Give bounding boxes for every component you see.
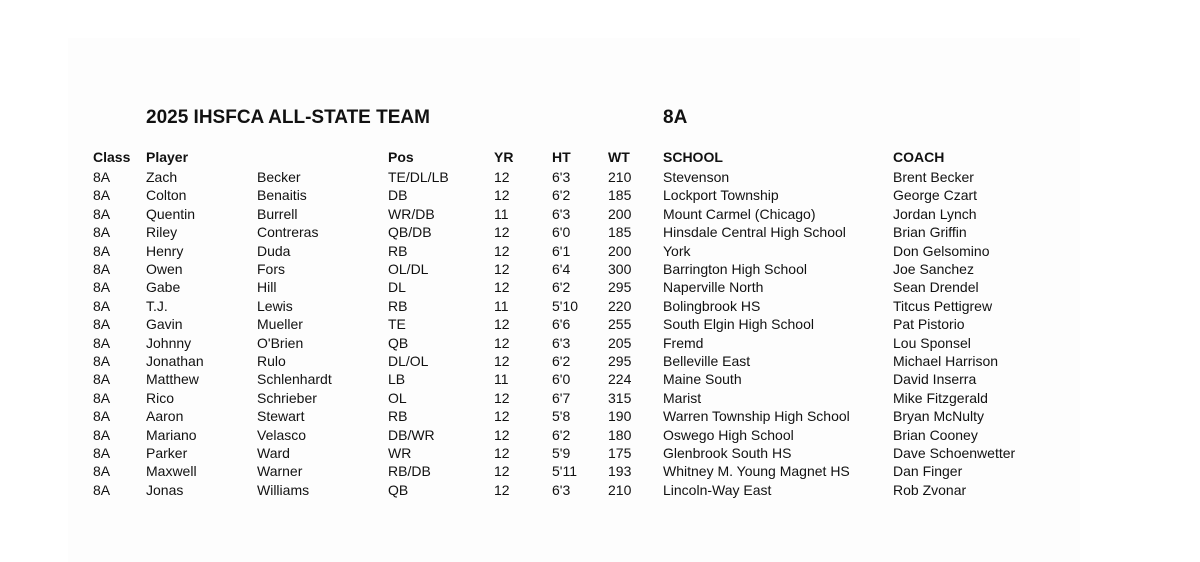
header-player: Player [146,149,189,165]
last-name-cell: Benaitis [257,187,307,204]
weight-cell: 185 [608,187,632,204]
last-name-cell: Hill [257,279,277,296]
position-cell: RB/DB [388,463,431,480]
last-name-cell: Warner [257,463,303,480]
first-name-cell: Gabe [146,279,181,296]
coach-cell: Brian Griffin [893,224,967,241]
class-cell: 8A [93,408,111,425]
class-cell: 8A [93,242,111,259]
table-row [0,205,1200,223]
last-name-cell: Duda [257,242,291,259]
header-coach: COACH [893,149,945,165]
position-cell: QB [388,334,409,351]
first-name-cell: Jonathan [146,353,204,369]
year-cell: 11 [494,205,509,222]
class-cell: 8A [93,316,111,333]
last-name-cell: Schrieber [257,389,317,406]
first-name-cell: Zach [146,169,178,185]
year-cell: 12 [494,481,510,498]
first-name-cell: Owen [146,261,183,277]
coach-cell: Titcus Pettigrew [893,297,993,314]
first-name-cell: Riley [146,224,178,241]
class-cell: 8A [93,187,111,204]
header-school: SCHOOL [663,149,723,165]
weight-cell: 220 [608,297,632,314]
school-cell: Naperville North [663,279,764,296]
school-cell: South Elgin High School [663,316,814,333]
coach-cell: Dave Schoenwetter [893,445,1016,461]
weight-cell: 193 [608,463,632,480]
first-name-cell: T.J. [146,297,168,314]
coach-cell: Joe Sanchez [893,261,974,277]
header-wt: WT [608,149,630,165]
table-row [0,407,1200,425]
last-name-cell: Rulo [257,353,286,369]
coach-cell: Don Gelsomino [893,242,990,259]
weight-cell: 200 [608,242,632,259]
last-name-cell: Ward [257,445,290,461]
last-name-cell: Contreras [257,224,319,241]
class-cell: 8A [93,334,111,351]
weight-cell: 210 [608,481,632,498]
height-cell: 6'4 [552,261,571,277]
coach-cell: George Czart [893,187,978,204]
position-cell: LB [388,371,406,388]
class-cell: 8A [93,169,111,185]
weight-cell: 300 [608,261,632,277]
school-cell: Belleville East [663,353,751,369]
school-cell: Fremd [663,334,704,351]
height-cell: 6'2 [552,353,571,369]
class-cell: 8A [93,279,111,296]
height-cell: 6'2 [552,426,571,443]
header-yr: YR [494,149,514,165]
table-row [0,297,1200,315]
coach-cell: Sean Drendel [893,279,979,296]
position-cell: QB [388,481,409,498]
class-cell: 8A [93,481,111,498]
school-cell: Maine South [663,371,742,388]
weight-cell: 295 [608,279,632,296]
header-ht: HT [552,149,571,165]
table-row [0,352,1200,370]
table-row [0,168,1200,186]
coach-cell: Lou Sponsel [893,334,971,351]
coach-cell: Brent Becker [893,169,974,185]
table-row [0,278,1200,296]
first-name-cell: Maxwell [146,463,197,480]
header-class: Class [93,149,131,165]
table-row [0,481,1200,499]
class-cell: 8A [93,205,111,222]
height-cell: 6'1 [552,242,571,259]
coach-cell: Pat Pistorio [893,316,965,333]
weight-cell: 315 [608,389,632,406]
table-row [0,334,1200,352]
table-row [0,223,1200,241]
coach-cell: Brian Cooney [893,426,978,443]
first-name-cell: Parker [146,445,188,461]
last-name-cell: Becker [257,169,301,185]
first-name-cell: Johnny [146,334,192,351]
year-cell: 11 [494,297,509,314]
height-cell: 6'0 [552,224,571,241]
first-name-cell: Henry [146,242,184,259]
coach-cell: Jordan Lynch [893,205,977,222]
position-cell: RB [388,408,408,425]
coach-cell: Michael Harrison [893,353,999,369]
table-row [0,315,1200,333]
year-cell: 12 [494,353,510,369]
year-cell: 12 [494,169,510,185]
position-cell: TE/DL/LB [388,169,449,185]
position-cell: RB [388,297,408,314]
school-cell: Hinsdale Central High School [663,224,846,241]
coach-cell: Bryan McNulty [893,408,985,425]
table-row [0,370,1200,388]
year-cell: 12 [494,389,510,406]
year-cell: 12 [494,463,510,480]
school-cell: Warren Township High School [663,408,850,425]
table-row [0,462,1200,480]
weight-cell: 224 [608,371,632,388]
position-cell: DB [388,187,408,204]
first-name-cell: Matthew [146,371,199,388]
height-cell: 5'10 [552,297,579,314]
last-name-cell: O'Brien [257,334,304,351]
division-label: 8A [663,107,688,128]
year-cell: 11 [494,371,509,388]
school-cell: York [663,242,691,259]
weight-cell: 200 [608,205,632,222]
year-cell: 12 [494,316,510,333]
weight-cell: 180 [608,426,632,443]
table-row [0,260,1200,278]
position-cell: WR/DB [388,205,435,222]
position-cell: RB [388,242,408,259]
first-name-cell: Aaron [146,408,184,425]
first-name-cell: Gavin [146,316,183,333]
last-name-cell: Williams [257,481,310,498]
year-cell: 12 [494,224,510,241]
height-cell: 6'2 [552,187,571,204]
table-row [0,389,1200,407]
class-cell: 8A [93,463,111,480]
table-row [0,242,1200,260]
height-cell: 6'3 [552,481,571,498]
weight-cell: 175 [608,445,632,461]
school-cell: Mount Carmel (Chicago) [663,205,816,222]
first-name-cell: Colton [146,187,187,204]
year-cell: 12 [494,279,510,296]
school-cell: Stevenson [663,169,730,185]
school-cell: Lockport Township [663,187,779,204]
height-cell: 5'11 [552,463,577,480]
last-name-cell: Mueller [257,316,303,333]
school-cell: Lincoln-Way East [663,481,772,498]
school-cell: Barrington High School [663,261,807,277]
table-row [0,186,1200,204]
year-cell: 12 [494,187,510,204]
coach-cell: Rob Zvonar [893,481,967,498]
last-name-cell: Stewart [257,408,305,425]
weight-cell: 190 [608,408,632,425]
header-pos: Pos [388,149,414,165]
coach-cell: David Inserra [893,371,977,388]
position-cell: WR [388,445,412,461]
last-name-cell: Burrell [257,205,298,222]
year-cell: 12 [494,445,510,461]
last-name-cell: Lewis [257,297,293,314]
height-cell: 6'3 [552,334,571,351]
table-row [0,444,1200,462]
first-name-cell: Quentin [146,205,196,222]
height-cell: 6'0 [552,371,571,388]
position-cell: OL/DL [388,261,429,277]
school-cell: Bolingbrook HS [663,297,761,314]
first-name-cell: Jonas [146,481,184,498]
height-cell: 6'2 [552,279,571,296]
weight-cell: 295 [608,353,632,369]
coach-cell: Dan Finger [893,463,963,480]
class-cell: 8A [93,445,111,461]
weight-cell: 255 [608,316,632,333]
class-cell: 8A [93,389,111,406]
last-name-cell: Velasco [257,426,307,443]
class-cell: 8A [93,426,111,443]
position-cell: TE [388,316,406,333]
height-cell: 6'3 [552,205,571,222]
school-cell: Glenbrook South HS [663,445,792,461]
school-cell: Oswego High School [663,426,794,443]
first-name-cell: Mariano [146,426,197,443]
year-cell: 12 [494,426,510,443]
first-name-cell: Rico [146,389,175,406]
class-cell: 8A [93,297,111,314]
class-cell: 8A [93,371,111,388]
position-cell: DL [388,279,406,296]
last-name-cell: Schlenhardt [257,371,332,388]
weight-cell: 185 [608,224,632,241]
last-name-cell: Fors [257,261,285,277]
school-cell: Whitney M. Young Magnet HS [663,463,850,480]
class-cell: 8A [93,261,111,277]
height-cell: 6'6 [552,316,571,333]
height-cell: 5'9 [552,445,571,461]
position-cell: OL [388,389,407,406]
class-cell: 8A [93,224,111,241]
weight-cell: 210 [608,169,632,185]
height-cell: 6'3 [552,169,571,185]
height-cell: 5'8 [552,408,571,425]
year-cell: 12 [494,408,510,425]
document-title: 2025 IHSFCA ALL-STATE TEAM [146,107,430,128]
position-cell: QB/DB [388,224,432,241]
year-cell: 12 [494,242,510,259]
weight-cell: 205 [608,334,632,351]
table-row [0,426,1200,444]
coach-cell: Mike Fitzgerald [893,389,988,406]
year-cell: 12 [494,261,510,277]
position-cell: DB/WR [388,426,435,443]
position-cell: DL/OL [388,353,429,369]
class-cell: 8A [93,353,111,369]
year-cell: 12 [494,334,510,351]
school-cell: Marist [663,389,702,406]
height-cell: 6'7 [552,389,571,406]
